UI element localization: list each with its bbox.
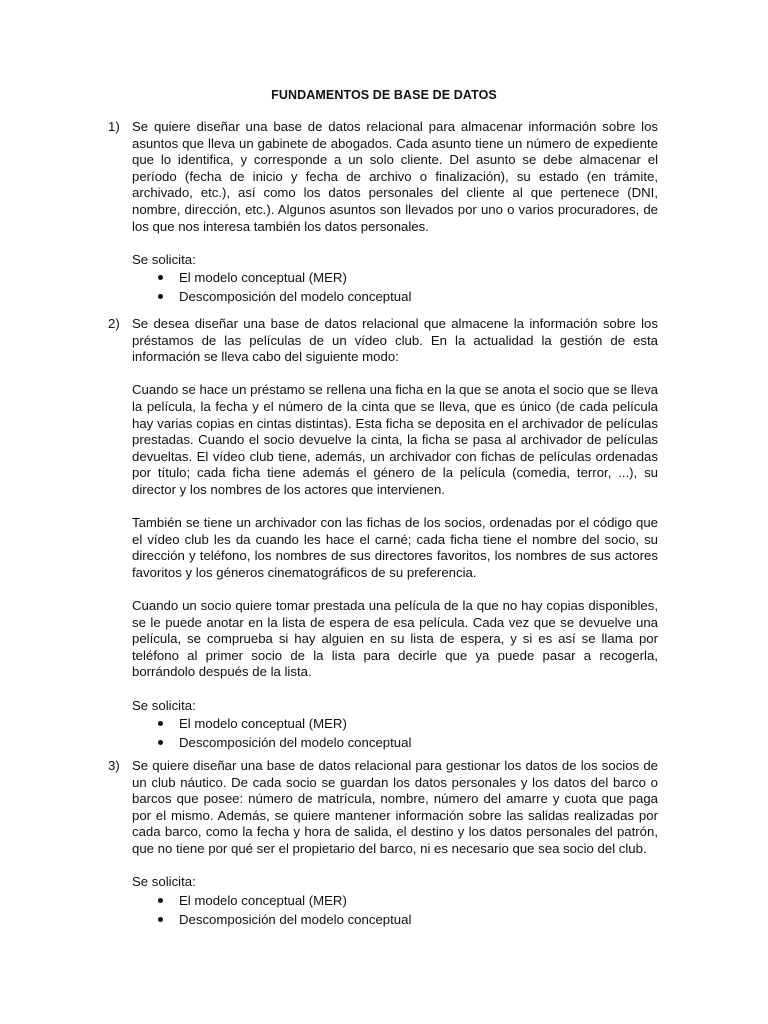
bullet-icon: [158, 275, 163, 280]
exercise-paragraph: Se quiere diseñar una base de datos relacional para almacenar información sobre los asuntos que lleva un gabinete de abogados. Cada asunto tiene un número de expediente que lo identifica, y corresponde a un solo cliente. Del asunto se debe almacenar el período (fecha de inicio y fecha de archivo o finalización), su estado (en trámite, archivado, etc.), así como los datos personales del cliente al que pertenece (DNI, nombre, dirección, etc.). Algunos asuntos son llevados por uno o varios procuradores, de los que nos interesa también los datos personales.: [132, 119, 658, 234]
exercise-paragraph: Cuando se hace un préstamo se rellena una ficha en la que se anota el socio que se lleva la película, la fecha y el número de la cinta que se lleva, que es único (de cada película hay varias copias en cintas distintas). Esta ficha se deposita en el archivador de películas prestadas. Cuando el socio devuelve la cinta, la ficha se pasa al archivador de películas devueltas. El vídeo club tiene, además, un archivador con fichas de películas ordenadas por título; cada ficha tiene además el género de la película (comedia, terror, ...), su director y los nombres de los actores que intervienen.: [132, 382, 658, 497]
exercise-paragraph: También se tiene un archivador con las fichas de los socios, ordenadas por el código que el vídeo club les da cuando les hace el carné; cada ficha tiene el nombre del socio, su dirección y teléfono, los nombres de sus directores favoritos, los nombres de sus actores favoritos y los géneros cinematográficos de su preferencia.: [132, 515, 658, 580]
exercise-3: [108, 758, 658, 929]
list-item: El modelo conceptual (MER): [132, 268, 658, 287]
exercise-paragraph: Se quiere diseñar una base de datos relacional para gestionar los datos de los socios de un club náutico. De cada socio se guardan los datos personales y los datos del barco o barcos que posee: número de matrícula, nombre, número del amarre y cuota que paga por el mismo. Además, se quiere mantener información sobre las salidas realizadas por cada barco, como la fecha y hora de salida, el destino y los datos personales del patrón, que no tiene por qué ser el propietario del barco, ni es necesario que sea socio del club.: [132, 758, 658, 856]
list-item: El modelo conceptual (MER): [132, 891, 658, 910]
bullet-icon: [158, 917, 163, 922]
bullet-icon: [158, 898, 163, 903]
requirements-list: [132, 714, 658, 752]
exercise-paragraph: Se desea diseñar una base de datos relacional que almacene la información sobre los préstamos de las películas de un vídeo club. En la actualidad la gestión de esta información se lleva cabo del siguiente modo:: [132, 316, 658, 365]
document-title: FUNDAMENTOS DE BASE DE DATOS: [271, 88, 497, 102]
bullet-icon: [158, 740, 163, 745]
list-item: Descomposición del modelo conceptual: [132, 733, 658, 752]
solicita-label: Se solicita:: [132, 697, 196, 713]
bullet-icon: [158, 294, 163, 299]
list-item: Descomposición del modelo conceptual: [132, 287, 658, 306]
list-item: El modelo conceptual (MER): [132, 714, 658, 733]
bullet-icon: [158, 721, 163, 726]
exercise-paragraph: Cuando un socio quiere tomar prestada una película de la que no hay copias disponibles, se le puede anotar en la lista de espera de esa película. Cada vez que se devuelve una película, se comprueba si hay alguien en su lista de espera, y si es así se llama por teléfono al primer socio de la lista para decirle que ya puede pasar a recogerla, borrándolo después de la lista.: [132, 598, 658, 680]
requirements-list: [132, 891, 658, 929]
solicita-label: Se solicita:: [132, 874, 196, 890]
list-item: Descomposición del modelo conceptual: [132, 910, 658, 929]
exercise-number: 3): [108, 758, 120, 773]
solicita-label: Se solicita:: [132, 251, 196, 267]
exercise-number: 1): [108, 119, 120, 134]
requirements-list: [132, 268, 658, 306]
exercise-1: [108, 119, 658, 306]
exercise-2: [108, 316, 658, 752]
exercise-number: 2): [108, 316, 120, 331]
